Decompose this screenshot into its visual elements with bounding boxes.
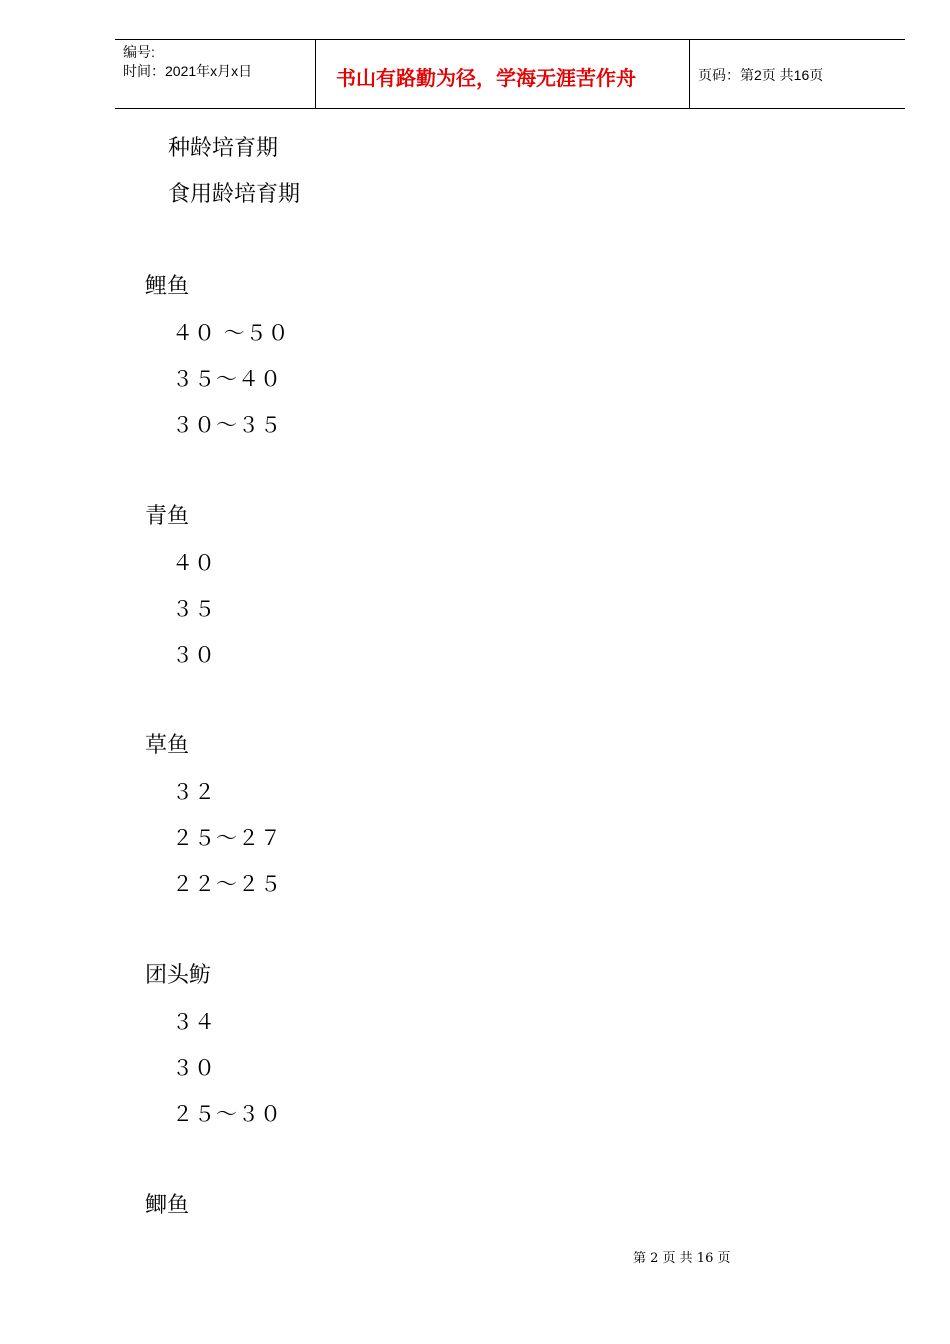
fish-value: ３０ bbox=[172, 643, 216, 667]
fish-value: ３０ bbox=[172, 1056, 216, 1080]
header-motto: 书山有路勤为径，学海无涯苦作舟 bbox=[336, 66, 636, 90]
fish-value: ３２ bbox=[172, 780, 216, 804]
fish-value: ３０～３５ bbox=[172, 413, 282, 437]
fish-value: ２５～３０ bbox=[172, 1102, 282, 1126]
fish-name-black-carp: 青鱼 bbox=[145, 504, 190, 529]
fish-name-crucian: 鲫鱼 bbox=[145, 1193, 190, 1218]
fish-value: ４０ ～５０ bbox=[172, 321, 290, 345]
header-right-cell bbox=[690, 40, 905, 108]
fish-value: ２５～２７ bbox=[172, 826, 282, 850]
fish-name-bream: 团头鲂 bbox=[145, 963, 212, 988]
header-motto-cell bbox=[316, 40, 690, 108]
document-time-label: 时间：2021年x月x日 bbox=[123, 63, 253, 79]
fish-name-grass-carp: 草鱼 bbox=[145, 733, 190, 758]
fish-value: ４０ bbox=[172, 551, 216, 575]
column-header-seed-stage: 种龄培育期 bbox=[168, 136, 279, 161]
document-number-label: 编号: bbox=[123, 44, 155, 60]
header-page-label: 页码：第2页 共16页 bbox=[698, 67, 824, 83]
page-footer: 第 2 页 共 16 页 bbox=[633, 1251, 731, 1266]
fish-value: ３５～４０ bbox=[172, 367, 282, 391]
fish-value: ３４ bbox=[172, 1010, 216, 1034]
page-header bbox=[115, 39, 905, 109]
header-left-cell bbox=[115, 40, 316, 108]
fish-value: ２２～２５ bbox=[172, 872, 282, 896]
fish-name-carp: 鲤鱼 bbox=[145, 274, 190, 299]
fish-value: ３５ bbox=[172, 597, 216, 621]
column-header-food-stage: 食用龄培育期 bbox=[168, 182, 301, 207]
